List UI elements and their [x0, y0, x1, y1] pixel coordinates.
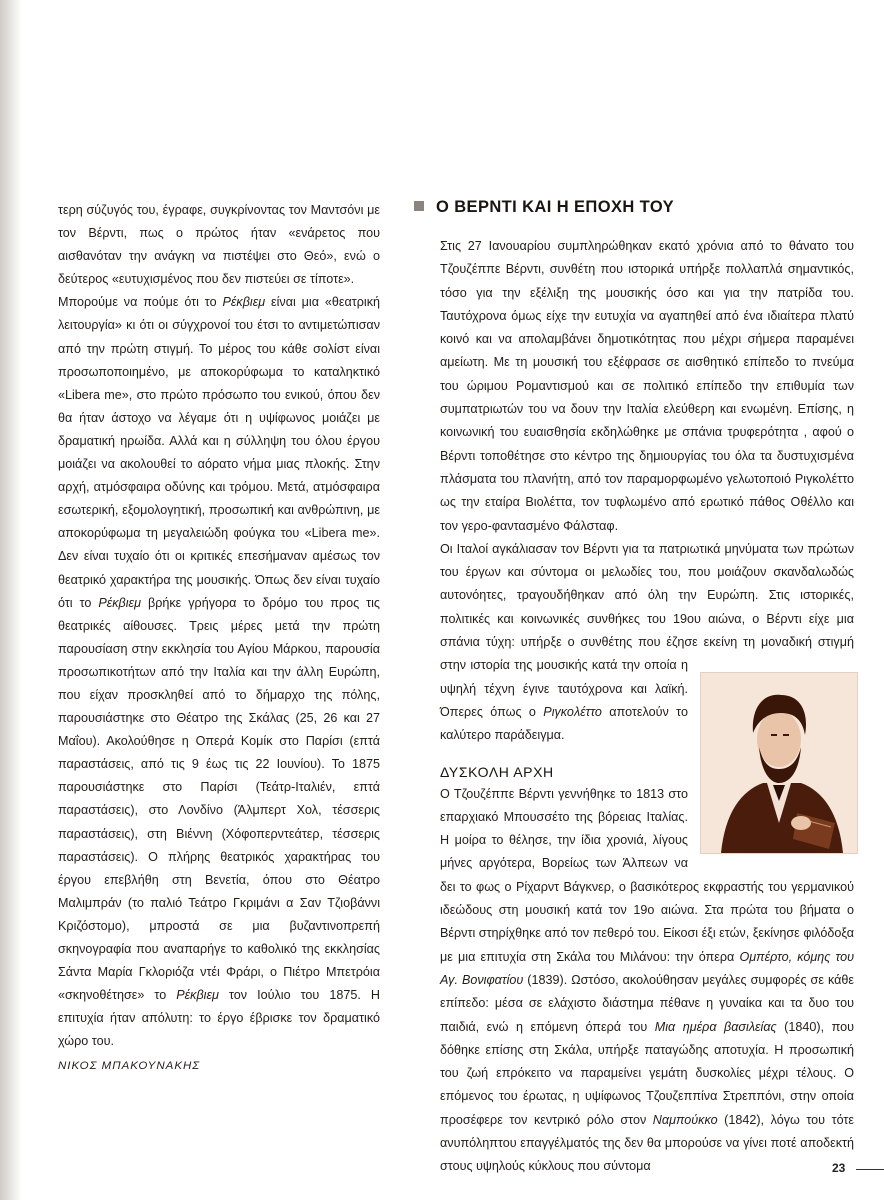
- verdi-portrait-image: [700, 672, 858, 854]
- left-paragraph-2: [58, 291, 380, 1053]
- page-spine-shadow: [0, 0, 22, 1200]
- text-run: τον Ιούλιο του 1875. Η επιτυχία ήταν απόλυτη: το έργο έβρισκε τον δραματικό χώρο του.: [58, 988, 380, 1049]
- text-run: αποτελούν το καλύτερο παράδειγμα.: [440, 704, 688, 743]
- text-run: βρήκε γρήγορα το δρόμο του προς τις θεατρικές αίθουσες. Τρεις μέρες μετά την πρώτη παρουσίαση στην εκκλησία του Αγίου Μάρκου, παρουσία προσωπικοτήτων από την Ιταλία και την άλλη Ευρώπη, που είχαν προσκληθεί από το δήμαρχο της πόλης, παρουσιάστηκε στο Θέατρο της Σκάλας (25, 26 και 27 Μαΐου). Ακολούθησε η Οπερά Κομίκ στο Παρίσι (επτά παραστάσεις, από τις 9 έως τις 22 Ιουνίου). Το 1875 παρουσιάστηκε στο Παρίσι (Τεάτρ-Ιταλιέν, επτά παραστάσεις), στο Λονδίνο (Άλμπερτ Χολ, τέσσερις παραστάσεις), στη Βιέννη (Χόφοπερντεάτερ, τέσσερις παραστάσεις). Ο πλήρης θεατρικός χαρακτήρας του έργου επεβλήθη στη Βενετία, όπου στο Θέατρο Μαλιμπράν (το παλιό Τεάτρο Γκριμάνι α Σαν Τζιοβάννι Κριζόστομο), μπροστά σε μια βυζαντινοπρεπή σκηνογραφία που αναπαρήγε το καθολικό της εκκλησίας Σάντα Μαρία Γκλοριόζα ντέι Φράρι, ο Πιέτρο Μπετρόια «σκηνοθέτησε» το: [58, 595, 380, 1003]
- page-number-rule: [856, 1169, 884, 1170]
- text-run: είναι μια «θεατρική λειτουργία» κι ότι οι σύγχρονοί του έτσι το αντιμετώπισαν από την πρώτη στιγμή. Το μέρος του κάθε σολίστ είναι προσωποποιημένο, με αποκορύφωμα το καταληκτικό «Libera me», στο πρώτο πρόσωπο του ενικού, όπου δεν θα ήταν άστοχο να λέγαμε ότι η υψίφωνος μοιάζει με δραματική ηρωίδα. Αλλά και η σύλληψη του όλου έργου μοιάζει να ακολουθεί το αόρατο νήμα μιας πλοκής. Στην αρχή, ατμόσφαιρα οδύνης και τρόμου. Μετά, ατμόσφαιρα εσωτερική, εξομολογητική, προσωπική και ανθρώπινη, με αποκορύφωμα τη μεγαλειώδη φούγκα του «Libera me». Δεν είναι τυχαίο ότι οι κριτικές επεσήμαναν αμέσως τον θεατρικό χαρακτήρα της μουσικής. Όπως δεν είναι τυχαίο ότι το: [58, 295, 380, 610]
- subheading: ΔΥΣΚΟΛΗ ΑΡΧΗ: [440, 763, 554, 780]
- italic-title: Ομπέρτο, κόμης του Αγ. Βονιφατίου: [440, 949, 854, 987]
- italic-title: Ρέκβιεμ: [176, 988, 219, 1003]
- text-run: (1839). Ωστόσο, ακολούθησαν μεγάλες συμφορές σε κάθε επίπεδο: μέσα σε ελάχιστο διάστημα πέθανε η γυναίκα και τα δυο του παιδιά, ενώ η επόμενη όπερά του: [440, 972, 854, 1034]
- text-run: Ο Τζουζέππε Βέρντι γεννήθηκε το 1813 στο επαρχιακό Μπουσσέτο της βόρειας Ιταλίας. Η μοίρα το θέλησε, την ίδια χρονιά, λίγους μήνες αργότερα, Βορείως των Άλπεων να δει το φως ο Ρίχαρντ Βάγκνερ, ο βασικότερος εκφραστής του γερμανικού ιδεώδους στη μουσική κατά τον 19ο αιώνα. Στα πρώτα του βήματα ο Βέρντι στηρίχθηκε από τον πεθερό του. Είκοσι έξι ετών, ξεκίνησε φιλόδοξα με μια επιτυχία στη Σκάλα του Μιλάνου: την όπερα: [440, 786, 854, 964]
- left-column: [58, 199, 380, 1079]
- text-run: (1840), που δόθηκε επίσης στη Σκάλα, υπήρξε παταγώδης αποτυχία. Η προσωπική του ζωή επρόκειτο να παραμείνει γεμάτη δυσκολίες μέχρι τέλους. Ο επόμενος του έρωτας, η υψίφωνος Τζουζεππίνα Στρεππόνι, στην οποία προσέφερε τον κεντρικό ρόλο στον: [440, 1019, 854, 1127]
- italic-title: Μια ημέρα βασιλείας: [654, 1019, 777, 1034]
- heading-bullet-square: [414, 201, 424, 211]
- left-paragraph-1: τερη σύζυγός του, έγραφε, συγκρίνοντας τον Μαντσόνι με τον Βέρντι, πως ο πρώτος ήταν «ενάρετος που αισθανόταν την ανάγκη να πιστέψει στο Θεό», ενώ ο δεύτερος «ευτυχισμένος που δεν πιστεύει σε τίποτε».: [58, 203, 380, 287]
- author-signature: ΝΙΚΟΣ ΜΠΑΚΟΥΝΑΚΗΣ: [58, 1060, 201, 1073]
- portrait-drawing: [701, 673, 857, 853]
- section-heading: [414, 198, 854, 217]
- italic-title: Ριγκολέττο: [543, 704, 602, 719]
- right-paragraph-1: Στις 27 Ιανουαρίου συμπληρώθηκαν εκατό χρόνια από το θάνατο του Τζουζέππε Βέρντι, συνθέτη που ιστορικά υπήρξε πολλαπλά σημαντικός, τόσο για την εξέλιξη της μουσικής όσο και για την πατρίδα του. Ταυτόχρονα όμως είχε την ευτυχία να αγαπηθεί από ένα ιδιαίτερα πλατύ κοινό και να απολαμβάνει δημοτικότητας που μέχρι σήμερα παραμένει αμείωτη. Με τη μουσική του εξέφρασε σε αισθητικό επίπεδο το πνεύμα του ώριμου Ρομαντισμού και σε πολιτικό επίπεδο την επιθυμία των συμπατριωτών του να δουν την Ιταλία ελεύθερη και ενωμένη. Επίσης, η κοινωνική του ευαισθησία εκδηλώθηκε με σπάνια τρυφερότητα , αφού ο Βέρντι τοποθέτησε στο κέντρο της δημιουργίας του όλα τα δυστυχισμένα πλάσματα του πλανήτη, από τον παραμορφωμένο γελωτοποιό Ριγκολέττο ως την εταίρα Βιολέττα, τον τυφλωμένο από ερωτικό πάθος Οθέλλο και τον γερο-φαντασμένο Φάλσταφ.: [440, 239, 854, 533]
- page-number: 23: [832, 1161, 846, 1175]
- portrait-float-spacer: [854, 235, 855, 668]
- text-run: Μπορούμε να πούμε ότι το: [58, 295, 223, 310]
- text-run: Οι Ιταλοί αγκάλιασαν τον Βέρντι για τα πατριωτικά μηνύματα των πρώτων του έργων και σύντομα οι μελωδίες του, που μοιάζουν σκανδαλωδώς αυτονόητες, τραγουδήθηκαν από όλη την Ευρώπη. Στις ιστορικές, πολιτικές και κοινωνικές συνθήκες του 19ου αιώνα, ο Βέρντι είχε μια σπάνια τύχη: υπήρξε ο συνθέτης που έζησε εκείνη τη μοναδική στιγμή στην ιστορία της μουσικής κατά την οποία η υψηλή τέχνη έγινε ταυτόχρονα και λαϊκή. Όπερες όπως ο: [440, 541, 854, 719]
- italic-title: Ναμπούκκο: [652, 1112, 718, 1127]
- italic-title: Ρέκβιεμ: [98, 595, 141, 610]
- heading-text: Ο ΒΕΡΝΤΙ ΚΑΙ Η ΕΠΟΧΗ ΤΟΥ: [436, 198, 675, 216]
- italic-title: Ρέκβιεμ: [222, 295, 266, 310]
- text-run: (1842), λόγω του τότε ανυπόληπτου επαγγέλματός της δεν θα μπορούσε να γίνει ποτέ αποδεκτή στους υψηλούς κύκλους που σύντομα: [440, 1112, 854, 1174]
